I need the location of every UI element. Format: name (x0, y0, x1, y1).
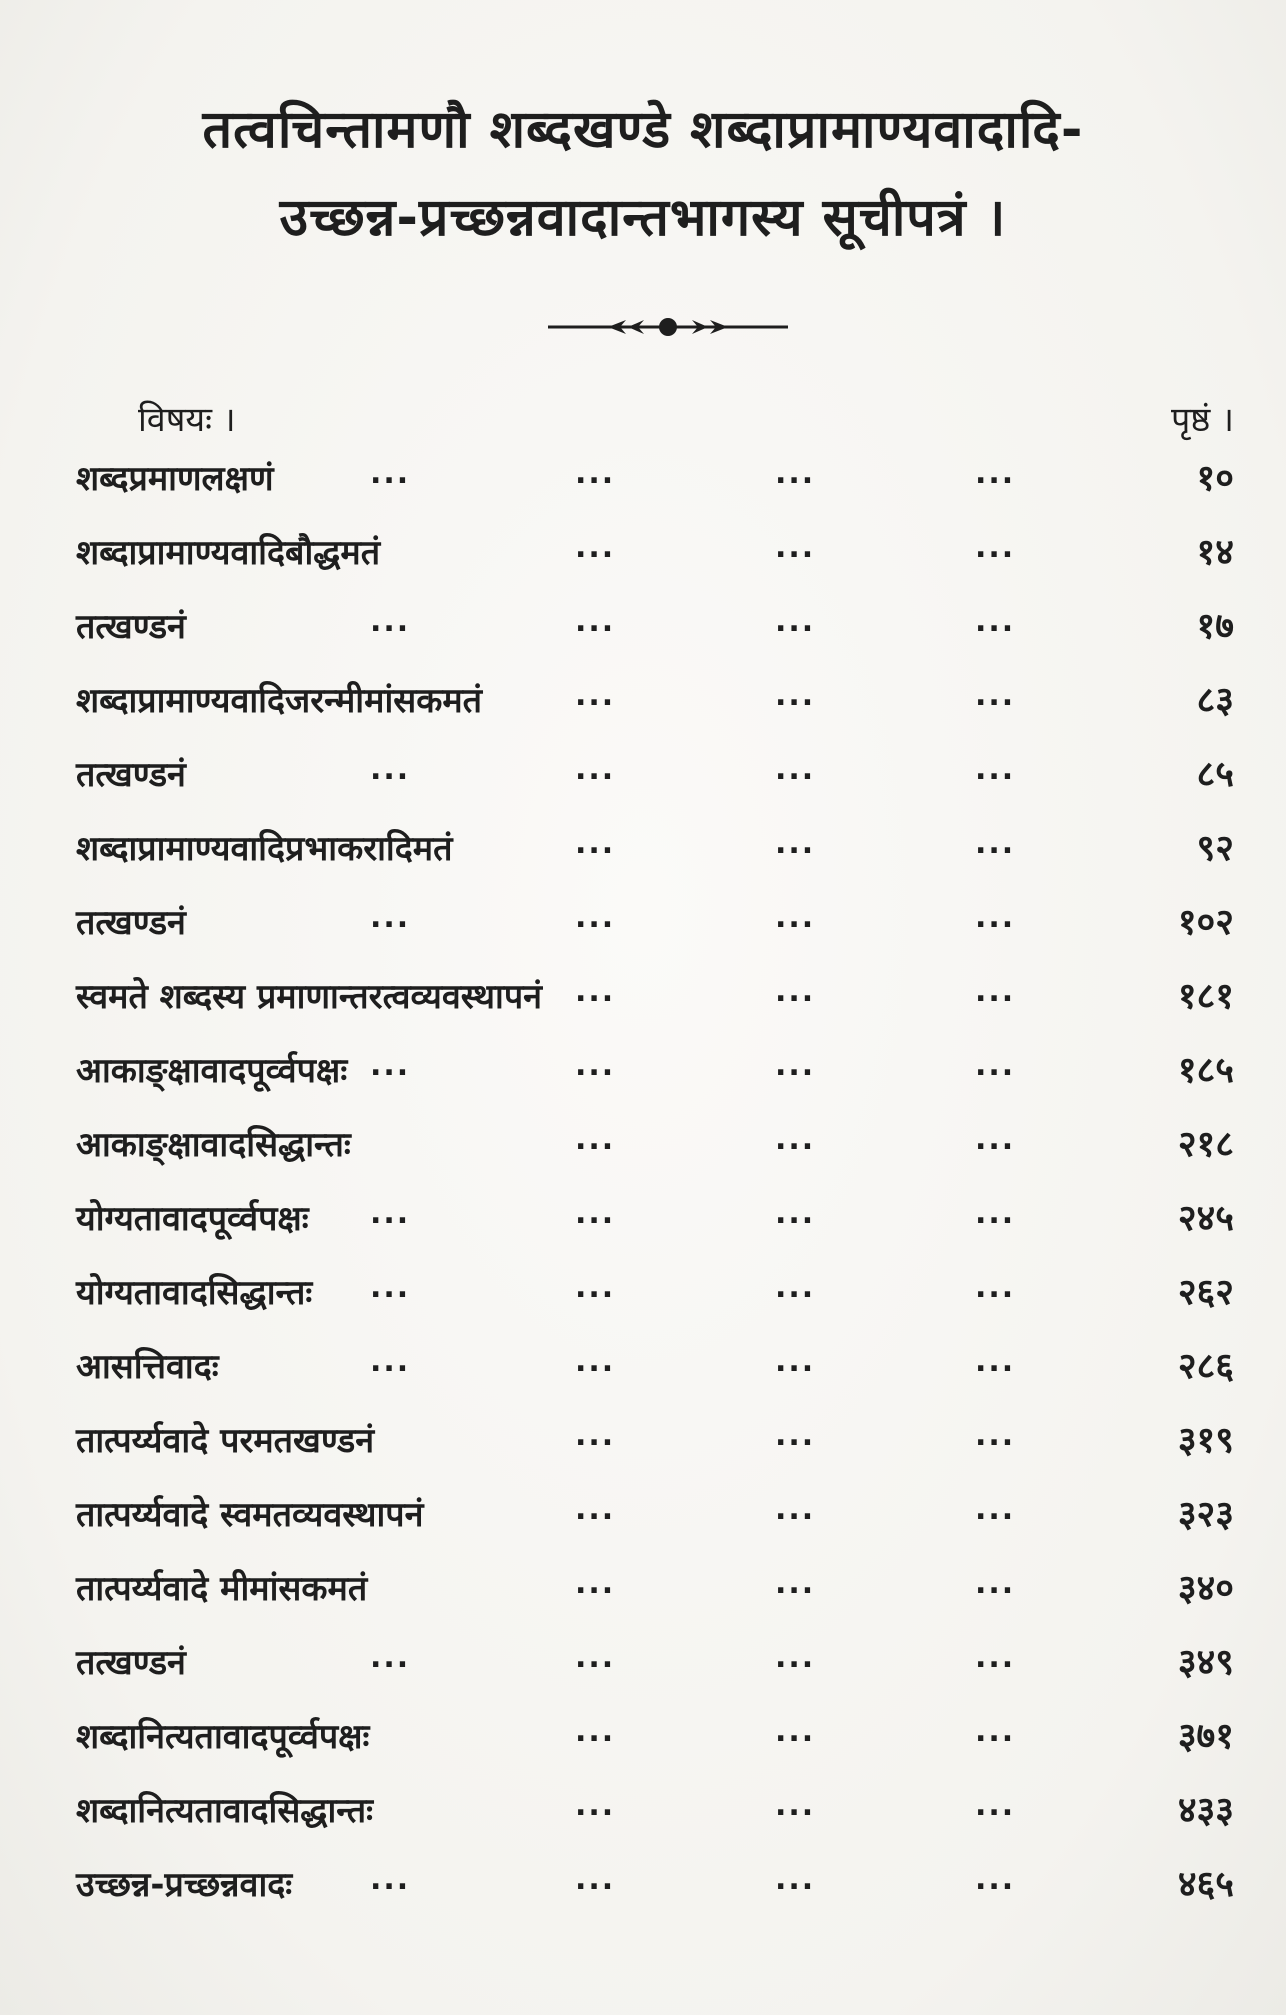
toc-entry-page: ३१९ (1177, 1420, 1234, 1461)
toc-row (0, 670, 1286, 744)
leader-dots: ... (575, 1344, 616, 1379)
toc-row (0, 1632, 1286, 1706)
leader-dots: ... (575, 678, 616, 713)
leader-dots: ... (975, 604, 1016, 639)
leader-dots: ... (775, 1196, 816, 1231)
toc-row (0, 818, 1286, 892)
toc-row (0, 1410, 1286, 1484)
leader-dots: ... (775, 752, 816, 787)
leader-dots: ... (575, 1048, 616, 1083)
leader-dots: ... (975, 826, 1016, 861)
toc-entry-page: ३४० (1177, 1568, 1234, 1609)
toc-entry-text: शब्दप्रमाणलक्षणं (76, 459, 274, 499)
leader-dots: ... (575, 1196, 616, 1231)
toc-entry-text: तत्खण्डनं (76, 903, 186, 943)
page-title-line-2: उच्छन्न-प्रच्छन्नवादान्तभागस्य सूचीपत्रं । (279, 188, 1007, 248)
leader-dots: ... (975, 752, 1016, 787)
leader-dots: ... (775, 530, 816, 565)
leader-dots: ... (775, 900, 816, 935)
toc-row (0, 1114, 1286, 1188)
toc-entry-text: उच्छन्न-प्रच्छन्नवादः (76, 1865, 293, 1905)
leader-dots: ... (575, 1418, 616, 1453)
leader-dots: ... (975, 456, 1016, 491)
leader-dots: ... (575, 1640, 616, 1675)
leader-dots: ... (975, 1418, 1016, 1453)
leader-dots: ... (775, 678, 816, 713)
toc-row (0, 596, 1286, 670)
leader-dots: ... (975, 900, 1016, 935)
toc-entry-page: १७ (1196, 606, 1234, 647)
toc-entry-page: ८५ (1196, 754, 1234, 795)
toc-entry-page: ८३ (1196, 680, 1234, 721)
leader-dots: ... (975, 678, 1016, 713)
toc-entry-text: आकाङ्क्षावादसिद्धान्तः (76, 1125, 351, 1165)
toc-entry-text: योग्यतावादसिद्धान्तः (76, 1273, 313, 1313)
toc-entry-page: १०२ (1177, 902, 1234, 943)
leader-dots: ... (575, 456, 616, 491)
leader-dots: ... (370, 1048, 411, 1083)
toc-entry-text: तत्खण्डनं (76, 1643, 186, 1683)
leader-dots: ... (975, 1640, 1016, 1675)
toc-entry-text: स्वमते शब्दस्य प्रमाणान्तरत्वव्यवस्थापनं (76, 977, 543, 1017)
leader-dots: ... (575, 1492, 616, 1527)
leader-dots: ... (370, 1270, 411, 1305)
leader-dots: ... (975, 530, 1016, 565)
leader-dots: ... (575, 752, 616, 787)
leader-dots: ... (975, 1714, 1016, 1749)
leader-dots: ... (575, 1270, 616, 1305)
leader-dots: ... (370, 1196, 411, 1231)
toc-entry-page: २८६ (1177, 1346, 1234, 1387)
leader-dots: ... (370, 456, 411, 491)
leader-dots: ... (775, 456, 816, 491)
toc-row (0, 1780, 1286, 1854)
toc-row (0, 1854, 1286, 1928)
toc-row (0, 892, 1286, 966)
toc-entry-page: ४३३ (1177, 1790, 1234, 1831)
leader-dots: ... (775, 1566, 816, 1601)
leader-dots: ... (975, 974, 1016, 1009)
toc-entry-page: ९२ (1196, 828, 1234, 869)
toc-row (0, 1040, 1286, 1114)
leader-dots: ... (775, 1714, 816, 1749)
leader-dots: ... (775, 1122, 816, 1157)
toc-entry-page: १८५ (1177, 1050, 1234, 1091)
leader-dots: ... (975, 1122, 1016, 1157)
toc-entry-text: योग्यतावादपूर्व्वपक्षः (76, 1199, 309, 1239)
toc-row (0, 1484, 1286, 1558)
leader-dots: ... (575, 1862, 616, 1897)
leader-dots: ... (975, 1862, 1016, 1897)
leader-dots: ... (775, 1048, 816, 1083)
leader-dots: ... (775, 1640, 816, 1675)
leader-dots: ... (575, 826, 616, 861)
toc-entry-page: ४६५ (1177, 1864, 1234, 1905)
toc-entry-text: तात्पर्य्यवादे स्वमतव्यवस्थापनं (76, 1495, 424, 1535)
leader-dots: ... (975, 1344, 1016, 1379)
leader-dots: ... (370, 1640, 411, 1675)
leader-dots: ... (775, 1344, 816, 1379)
toc-entry-text: तत्खण्डनं (76, 755, 186, 795)
toc-row (0, 1262, 1286, 1336)
toc-entry-text: शब्दानित्यतावादपूर्व्वपक्षः (76, 1717, 370, 1757)
toc-entry-text: आसत्तिवादः (76, 1347, 219, 1387)
leader-dots: ... (370, 604, 411, 639)
leader-dots: ... (775, 1862, 816, 1897)
leader-dots: ... (370, 1344, 411, 1379)
leader-dots: ... (975, 1048, 1016, 1083)
leader-dots: ... (775, 604, 816, 639)
leader-dots: ... (575, 604, 616, 639)
toc-entry-page: १४ (1196, 532, 1234, 573)
leader-dots: ... (975, 1270, 1016, 1305)
table-of-contents (0, 448, 1286, 1928)
page-title-line-1: तत्वचिन्तामणौ शब्दखण्डे शब्दाप्रामाण्यवादादि- (202, 100, 1084, 160)
leader-dots: ... (775, 826, 816, 861)
leader-dots: ... (775, 1418, 816, 1453)
toc-entry-text: तात्पर्य्यवादे परमतखण्डनं (76, 1421, 375, 1461)
toc-row (0, 448, 1286, 522)
toc-entry-page: २१८ (1177, 1124, 1234, 1165)
ornament-divider-icon (548, 312, 788, 342)
toc-row (0, 744, 1286, 818)
toc-entry-page: २४५ (1177, 1198, 1234, 1239)
toc-entry-page: १८१ (1177, 976, 1234, 1017)
toc-row (0, 966, 1286, 1040)
toc-row (0, 1706, 1286, 1780)
leader-dots: ... (975, 1492, 1016, 1527)
leader-dots: ... (575, 1714, 616, 1749)
leader-dots: ... (575, 1122, 616, 1157)
toc-entry-text: शब्दाप्रामाण्यवादिप्रभाकरादिमतं (76, 829, 453, 869)
leader-dots: ... (975, 1196, 1016, 1231)
toc-entry-page: ३२३ (1177, 1494, 1234, 1535)
leader-dots: ... (775, 1788, 816, 1823)
toc-entry-text: तात्पर्य्यवादे मीमांसकमतं (76, 1569, 368, 1609)
leader-dots: ... (975, 1566, 1016, 1601)
leader-dots: ... (575, 974, 616, 1009)
leader-dots: ... (975, 1788, 1016, 1823)
toc-entry-text: आकाङ्क्षावादपूर्व्वपक्षः (76, 1051, 348, 1091)
page-column-header: पृष्ठं । (1170, 400, 1234, 440)
leader-dots: ... (575, 900, 616, 935)
toc-entry-text: शब्दाप्रामाण्यवादिबौद्धमतं (76, 533, 381, 573)
leader-dots: ... (370, 752, 411, 787)
toc-entry-page: २६२ (1177, 1272, 1234, 1313)
leader-dots: ... (775, 974, 816, 1009)
toc-entry-text: शब्दाप्रामाण्यवादिजरन्मीमांसकमतं (76, 681, 483, 721)
leader-dots: ... (575, 1566, 616, 1601)
toc-entry-page: ३४९ (1177, 1642, 1234, 1683)
leader-dots: ... (575, 1788, 616, 1823)
toc-entry-text: तत्खण्डनं (76, 607, 186, 647)
toc-row (0, 1558, 1286, 1632)
leader-dots: ... (370, 900, 411, 935)
leader-dots: ... (575, 530, 616, 565)
leader-dots: ... (775, 1270, 816, 1305)
toc-row (0, 1188, 1286, 1262)
leader-dots: ... (370, 1862, 411, 1897)
subject-column-header: विषयः । (138, 400, 236, 440)
toc-row (0, 522, 1286, 596)
toc-entry-page: ३७१ (1177, 1716, 1234, 1757)
toc-entry-page: १० (1196, 458, 1234, 499)
leader-dots: ... (775, 1492, 816, 1527)
toc-row (0, 1336, 1286, 1410)
toc-entry-text: शब्दानित्यतावादसिद्धान्तः (76, 1791, 373, 1831)
